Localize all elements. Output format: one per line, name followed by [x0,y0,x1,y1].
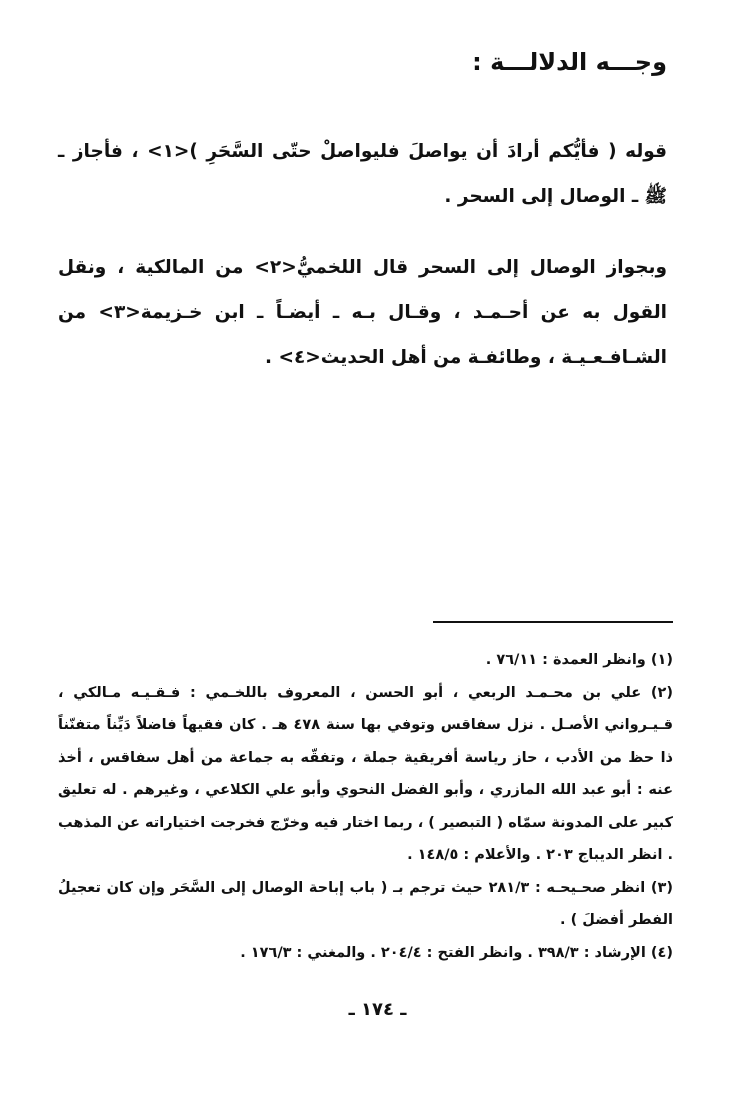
paragraph-hadith: قوله ( فأيُّكم أرادَ أن يواصلَ فليواصلْ حتّى السَّحَرِ )<١> ، فأجاز ـ ﷺ ـ الوصال إلى السحر . [58,140,667,207]
footnote-divider [433,621,673,623]
footnote-3: (٣) انظر صحـيحـه : ٢٨١/٣ حيث ترجم بـ ( باب إباحة الوصال إلى السَّحَر وإن كان تعجيلُ الفطر أفضلَ ) . [58,879,673,928]
footnote-2: (٢) علي بن محـمـد الربعي ، أبو الحسن ، المعروف باللخـمي : فـقـيـه مـالكي ، قـيـرواني الأصـل . نزل سفاقس وتوفي بها سنة ٤٧٨ هـ . كان فقيهاً فاضلاً دَيِّناً متفنّناً ذا حظ من الأدب ، حاز رياسة أفريقية جملة ، وتفقّه به جماعة من أهل سفاقس ، أخذ عنه : أبو عبد الله المازري ، وأبو الفضل النحوي وأبو علي الكلاعي ، وغيرهم . له تعليق كبير على المدونة سمّاه ( التبصير ) ، ربما اختار فيه وخرّج فخرجت اختياراته عن المذهب . انظر الديباج ٢٠٣ . والأعلام : ١٤٨/٥ . [58,684,673,863]
footnotes [58,644,673,969]
paragraph-scholars: وبجواز الوصال إلى السحر قال اللخميُّ<٢> من المالكية ، ونقل القول به عن أحـمـد ، وقـال بـه ـ أيضـاً ـ ابن خـزيمة<٣> من الشـافـعـيـة ، وطائفـة من أهل الحديث<٤> . [58,256,668,368]
footnote-1: (١) وانظر العمدة : ٧٦/١١ . [485,652,673,668]
page-number: ـ ١٧٤ ـ [348,999,407,1020]
section-heading: وجـــه الدلالـــة : [472,48,667,76]
footnote-4: (٤) الإرشاد : ٣٩٨/٣ . وانظر الفتح : ٢٠٤/٤ . والمغني : ١٧٦/٣ . [240,944,673,961]
